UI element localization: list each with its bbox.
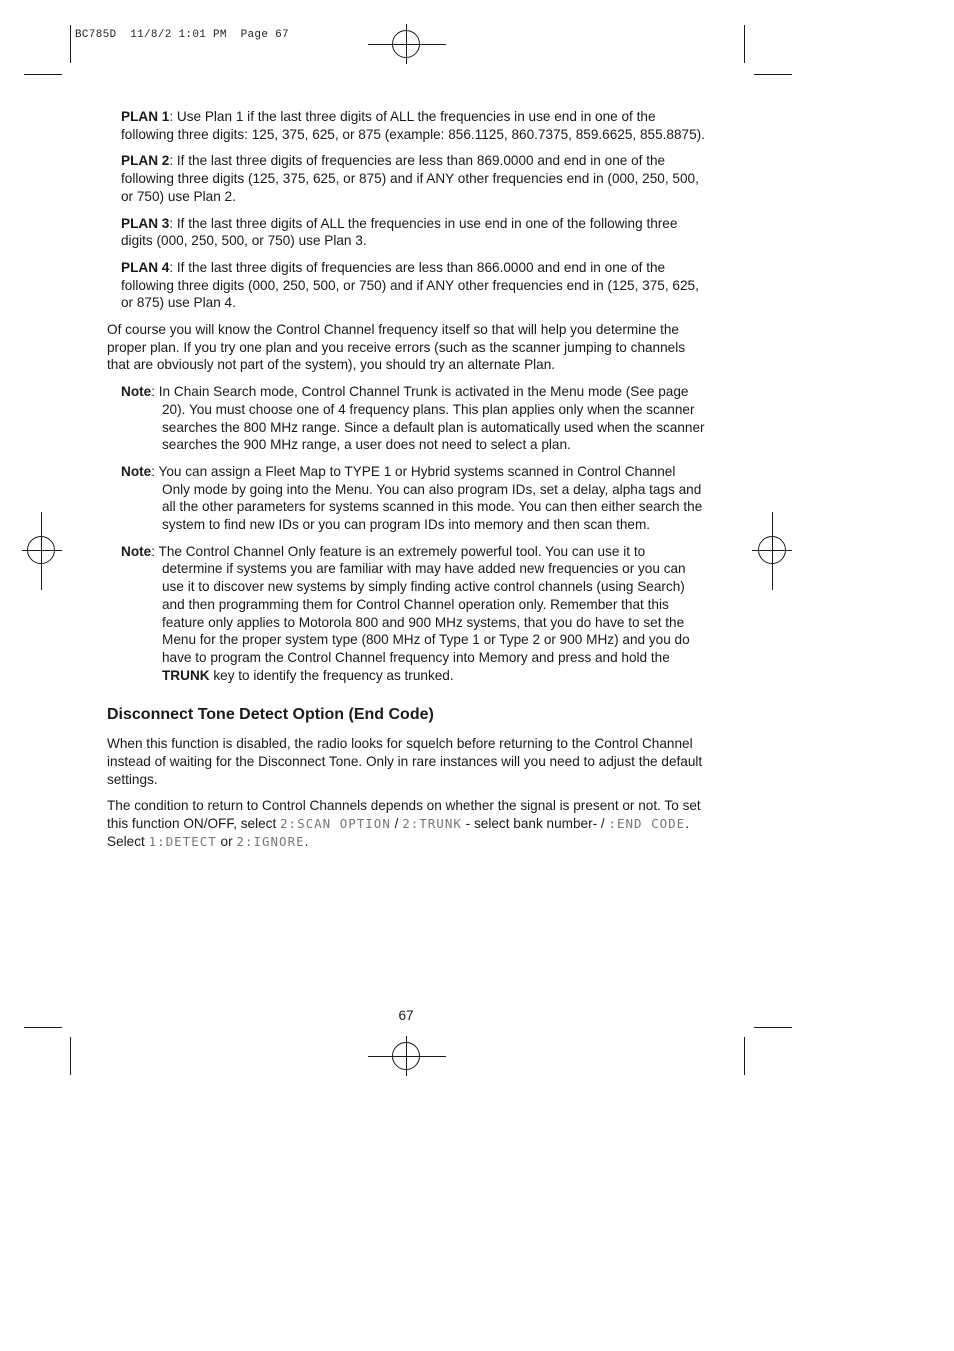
text: . Select xyxy=(107,815,689,849)
text: / xyxy=(390,815,403,831)
note-text: : You can assign a Fleet Map to TYPE 1 or Hybrid systems scanned in Control Channel Only mode by going into the Menu. You can also program IDs, set a delay, alpha tags and all the other parameters for systems scanned in this mode. You can then either search the system to find new IDs or you can program IDs into memory and then scan them. xyxy=(151,463,703,533)
page-number: 67 xyxy=(398,1008,414,1023)
registration-circle xyxy=(27,536,55,564)
crop-mark xyxy=(70,1037,71,1075)
plan-text: : If the last three digits of frequencies are less than 866.0000 and end in one of the following three digits (000, 250, 500, or 750) and if ANY other frequencies end in (125, 375, 625, or 875) use Plan 4. xyxy=(121,259,699,311)
note-1 xyxy=(107,383,707,454)
plan-4 xyxy=(107,259,707,312)
intro-paragraph: Of course you will know the Control Channel frequency itself so that will help you determine the proper plan. If you try one plan and you receive errors (such as the scanner jumping to channels that are obviously not part of the system), you should try an alternate Plan. xyxy=(107,322,686,373)
text: or xyxy=(216,833,237,849)
crop-mark xyxy=(70,25,71,63)
crop-mark xyxy=(744,1037,745,1075)
lcd-text: 2:TRUNK xyxy=(402,815,462,831)
plan-text: : If the last three digits of frequencies are less than 869.0000 and end in one of the following three digits (125, 375, 625, or 875) and if ANY other frequencies end in (000, 250, 500, or 750) use Plan 2. xyxy=(121,153,699,204)
note-3 xyxy=(107,543,707,685)
lcd-text: 1:DETECT xyxy=(148,833,217,849)
note-label: Note xyxy=(121,463,152,479)
plan-label: PLAN 4 xyxy=(121,259,170,275)
section-heading: Disconnect Tone Detect Option (End Code) xyxy=(107,706,434,724)
page-content xyxy=(107,108,707,859)
crop-mark xyxy=(754,74,792,75)
plan-text: : If the last three digits of ALL the frequencies in use end in one of the following three digits (000, 250, 500, or 750) use Plan 3. xyxy=(121,215,678,249)
printer-slug: BC785D 11/8/2 1:01 PM Page 67 xyxy=(75,29,289,41)
plan-1 xyxy=(107,108,707,143)
text: - select bank number- / xyxy=(461,815,609,831)
crop-mark xyxy=(744,25,745,63)
note-text-tail: key to identify the frequency as trunked. xyxy=(209,667,454,683)
crop-mark xyxy=(754,1027,792,1028)
text: The condition to return to Control Channels depends on whether the signal is present or not. To set this function ON/OFF, select xyxy=(107,798,701,831)
registration-circle xyxy=(392,30,420,58)
plan-label: PLAN 1 xyxy=(121,109,170,124)
plan-3 xyxy=(107,215,707,250)
text: . xyxy=(304,833,309,849)
plan-label: PLAN 2 xyxy=(121,153,170,169)
plan-2 xyxy=(107,152,707,205)
note-label: Note xyxy=(121,384,152,400)
lcd-text: 2:SCAN OPTION xyxy=(280,815,391,831)
section-paragraph-2 xyxy=(107,797,707,850)
plan-label: PLAN 3 xyxy=(121,215,170,231)
registration-circle xyxy=(392,1042,420,1070)
note-label: Note xyxy=(121,543,152,559)
note-text: : In Chain Search mode, Control Channel Trunk is activated in the Menu mode (See page 20). You must choose one of 4 frequency plans. This plan applies only when the scanner searches the 800 MHz range. Since a default plan is automatically used when the scanner searches the 900 MHz range, a user does not need to select a plan. xyxy=(151,384,705,453)
trunk-key: TRUNK xyxy=(162,667,210,683)
lcd-text: 2:IGNORE xyxy=(236,833,305,849)
lcd-text: :END CODE xyxy=(608,815,686,831)
registration-circle xyxy=(758,536,786,564)
plan-text: : Use Plan 1 if the last three digits of ALL the frequencies in use end in one of the following three digits: 125, 375, 625, or 875 (example: 856.1125, 860.7375, 859.6625, 855.8875). xyxy=(121,109,705,142)
crop-mark xyxy=(24,1027,62,1028)
note-text: : The Control Channel Only feature is an extremely powerful tool. You can use it to determine if systems you are familiar with may have added new frequencies or you can use it to discover new systems by simply finding active control channels (using Search) and then programming them for Control Channel operation only. Remember that this feature only applies to Motorola 800 and 900 MHz systems, that you do have to set the Menu for the proper system type (800 MHz of Type 1 or Type 2 or 900 MHz) and you do have to program the Control Channel frequency into Memory and press and hold the xyxy=(151,543,690,665)
note-2 xyxy=(107,463,707,534)
section-paragraph-1: When this function is disabled, the radio looks for squelch before returning to the Control Channel instead of waiting for the Disconnect Tone. Only in rare instances will you need to adjust the default settings. xyxy=(107,736,703,787)
crop-mark xyxy=(24,74,62,75)
